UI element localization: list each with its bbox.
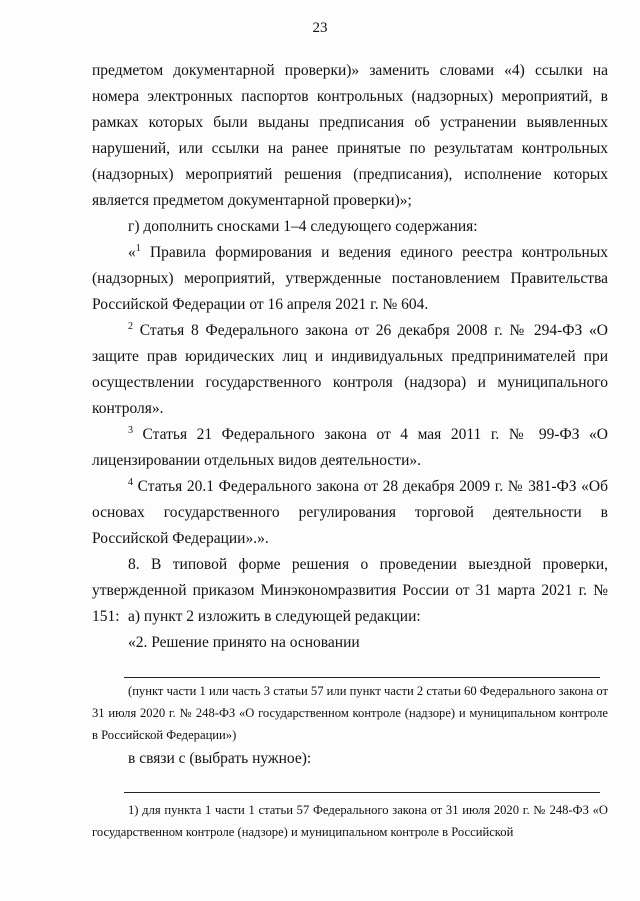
paragraph-in-connection: в связи с (выбрать нужное): bbox=[128, 750, 312, 767]
footnote-4-paragraph bbox=[92, 474, 608, 552]
open-quote: « bbox=[128, 244, 136, 261]
footnote-1-text: Правила формирования и ведения единого реестра контрольных (надзорных) мероприятий, утвержденные постановлением Правительства Российской Федерации от 16 апреля 2021 г. № 604. bbox=[92, 244, 608, 313]
footnote-2-paragraph bbox=[92, 318, 608, 422]
footnote-marker-1: 1 bbox=[135, 242, 141, 254]
note-basis-explanation: (пункт части 1 или часть 3 статьи 57 или пункт части 2 статьи 60 Федерального закона от 31 июля 2020 г. № 248-ФЗ «О государственном контроле (надзоре) и муниципальном контроле в Российской Федерации») bbox=[92, 684, 608, 742]
footnote-1-paragraph bbox=[92, 240, 608, 318]
paragraph-item-8: 8. В типовой форме решения о проведении выездной проверки, утвержденной приказом Минэкономразвития России от 31 марта 2021 г. № 151: bbox=[92, 556, 608, 625]
footnote-marker-4: 4 bbox=[128, 476, 133, 488]
paragraph-add-footnotes: г) дополнить сносками 1–4 следующего содержания: bbox=[128, 218, 478, 235]
footnote-2-text: Статья 8 Федерального закона от 26 декабря 2008 г. № 294-ФЗ «О защите прав юридических лиц и индивидуальных предпринимателей при осуществлении государственного контроля (надзора) и муниципального контроля». bbox=[92, 322, 608, 417]
footnote-marker-3: 3 bbox=[128, 424, 133, 436]
footnote-marker-2: 2 bbox=[128, 320, 133, 332]
paragraph-subitem-a: а) пункт 2 изложить в следующей редакции: bbox=[128, 608, 421, 625]
page-number: 23 bbox=[312, 20, 328, 36]
footnote-3-text: Статья 21 Федерального закона от 4 мая 2011 г. № 99-ФЗ «О лицензировании отдельных видов деятельности». bbox=[92, 426, 608, 469]
footnote-4-text: Статья 20.1 Федерального закона от 28 декабря 2009 г. № 381-ФЗ «Об основах государственного регулирования торговой деятельности в Российской Федерации».». bbox=[92, 478, 608, 547]
paragraph-decision-basis: «2. Решение принято на основании bbox=[128, 634, 360, 651]
note-reason-option-1: 1) для пункта 1 части 1 статьи 57 Федерального закона от 31 июля 2020 г. № 248-ФЗ «О государственном контроле (надзоре) и муниципальном контроле в Российской bbox=[92, 803, 608, 839]
fill-in-line-reason bbox=[124, 792, 600, 793]
paragraph-replace-words: предметом документарной проверки)» заменить словами «4) ссылки на номера электронных паспортов контрольных (надзорных) мероприятий, в рамках которых были выданы предписания об устранении выявленных нарушений, или ссылки на ранее принятые по результатам контрольных (надзорных) мероприятий решения (предписания), исполнение которых является предметом документарной проверки)»; bbox=[92, 62, 608, 209]
fill-in-line-basis bbox=[124, 677, 600, 678]
footnote-3-paragraph bbox=[92, 422, 608, 474]
